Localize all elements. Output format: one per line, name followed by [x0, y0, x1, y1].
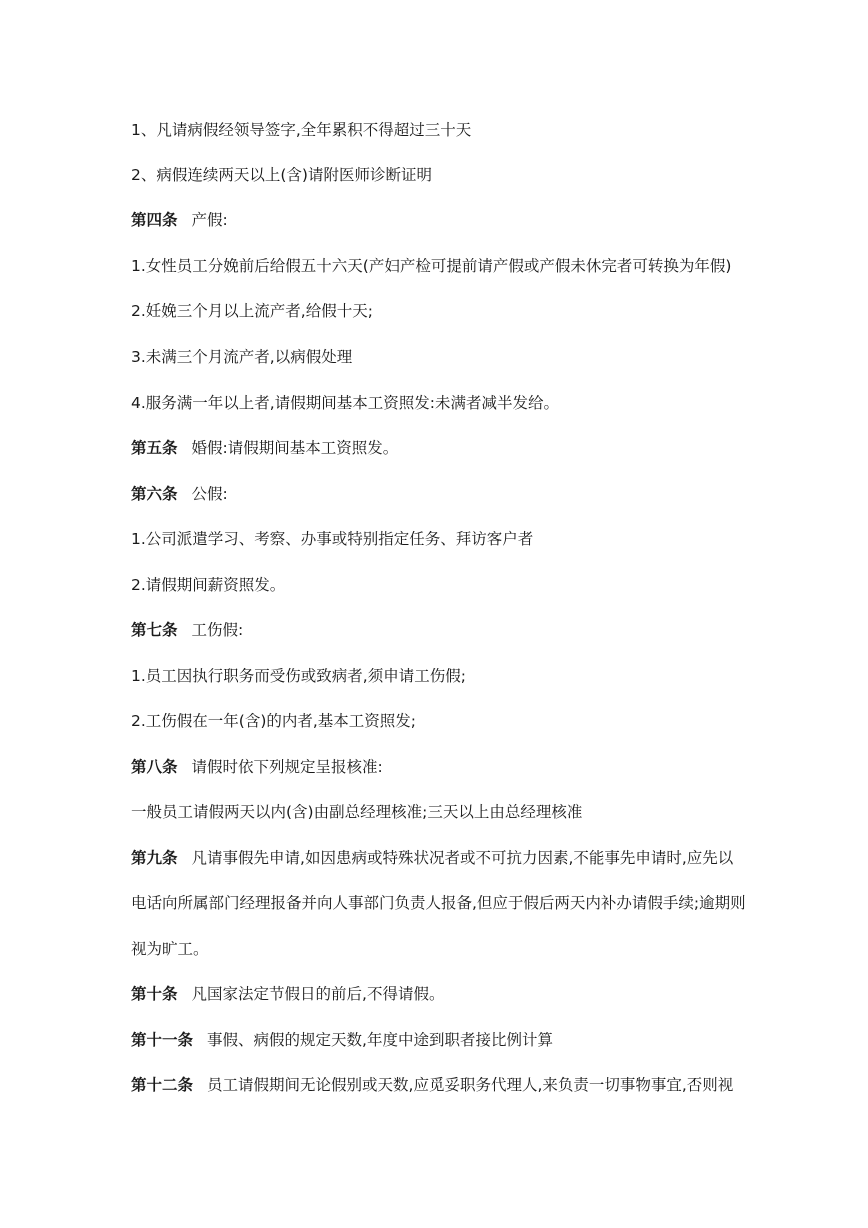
paragraph-line: 1、凡请病假经领导签字,全年累积不得超过三十天	[131, 121, 472, 139]
article-heading: 第七条	[131, 621, 178, 639]
article-line: 第九条 凡请事假先申请,如因患病或特殊状况者或不可抗力因素,不能事先申请时,应先以	[131, 849, 734, 867]
article-line: 第十二条 员工请假期间无论假别或天数,应觅妥职务代理人,来负责一切事物事宜,否则视	[131, 1076, 734, 1094]
article-line: 第四条 产假:	[131, 211, 228, 229]
article-line: 第十条 凡国家法定节假日的前后,不得请假。	[131, 985, 445, 1003]
article-heading: 第十一条	[131, 1031, 194, 1049]
article-heading: 第四条	[131, 211, 178, 229]
article-heading: 第十二条	[131, 1076, 194, 1094]
article-heading: 第六条	[131, 485, 178, 503]
paragraph-line: 电话向所属部门经理报备并向人事部门负责人报备,但应于假后两天内补办请假手续;逾期则	[131, 894, 746, 912]
paragraph-line: 1.公司派遣学习、考察、办事或特别指定任务、拜访客户者	[131, 530, 534, 548]
article-line: 第五条 婚假:请假期间基本工资照发。	[131, 439, 399, 457]
paragraph-line: 2.工伤假在一年(含)的内者,基本工资照发;	[131, 712, 417, 730]
paragraph-line: 3.未满三个月流产者,以病假处理	[131, 348, 353, 366]
paragraph-line: 一般员工请假两天以内(含)由副总经理核准;三天以上由总经理核准	[131, 803, 583, 821]
article-line: 第十一条 事假、病假的规定天数,年度中途到职者接比例计算	[131, 1031, 553, 1049]
paragraph-line: 2.请假期间薪资照发。	[131, 576, 286, 594]
article-heading: 第八条	[131, 758, 178, 776]
paragraph-line: 视为旷工。	[131, 940, 209, 958]
paragraph-line: 4.服务满一年以上者,请假期间基本工资照发:未满者减半发给。	[131, 394, 559, 412]
article-line: 第七条 工伤假:	[131, 621, 244, 639]
article-line: 第八条 请假时依下列规定呈报核准:	[131, 758, 383, 776]
article-heading: 第九条	[131, 849, 178, 867]
article-line: 第六条 公假:	[131, 485, 228, 503]
paragraph-line: 1.员工因执行职务而受伤或致病者,须申请工伤假;	[131, 667, 466, 685]
paragraph-line: 1.女性员工分娩前后给假五十六天(产妇产检可提前请产假或产假未休完者可转换为年假)	[131, 257, 732, 275]
paragraph-line: 2.妊娩三个月以上流产者,给假十天;	[131, 302, 373, 320]
article-heading: 第十条	[131, 985, 178, 1003]
paragraph-line: 2、病假连续两天以上(含)请附医师诊断证明	[131, 166, 432, 184]
article-heading: 第五条	[131, 439, 178, 457]
